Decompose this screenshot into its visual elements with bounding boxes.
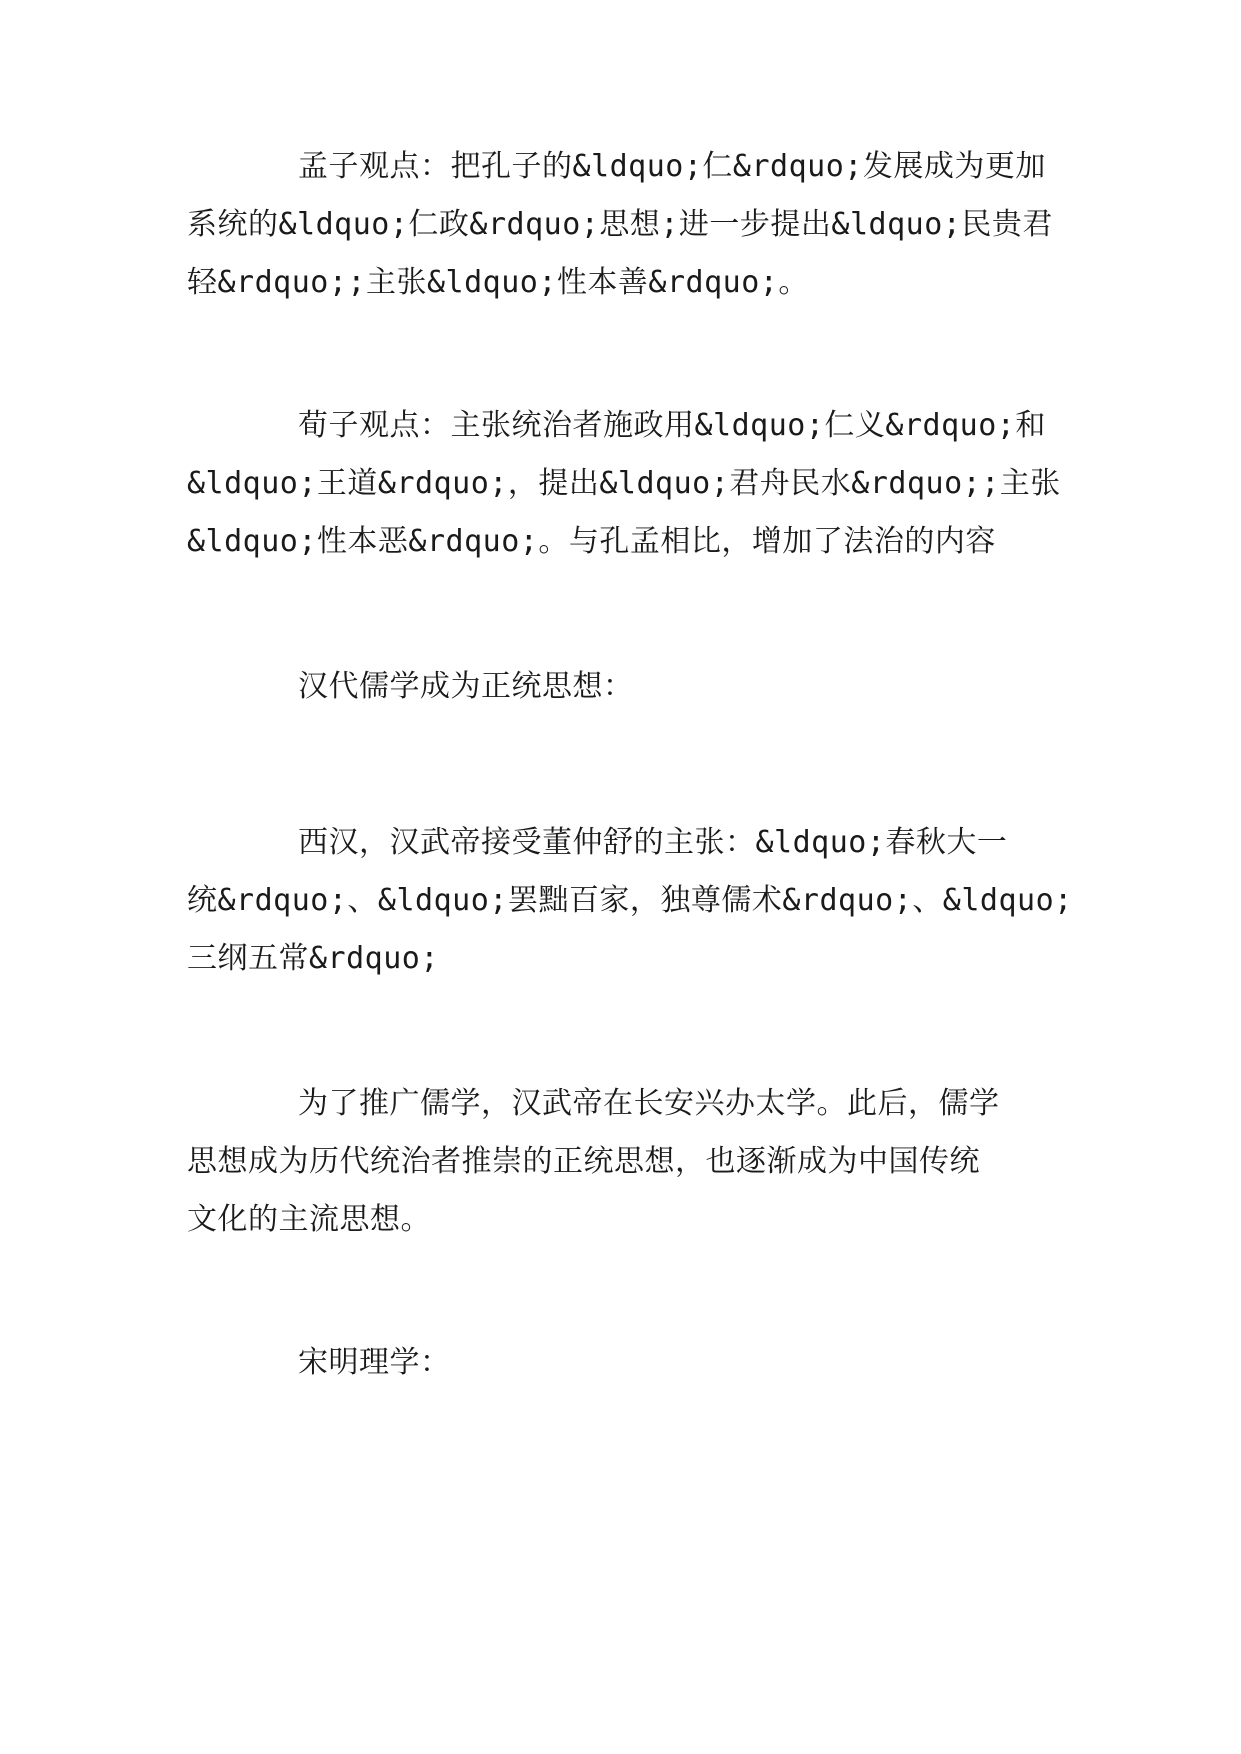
- text-line: 西汉，汉武帝接受董仲舒的主张：&ldquo;春秋大一: [298, 825, 1008, 860]
- text-line: 宋明理学：: [298, 1345, 451, 1380]
- text-line: 轻&rdquo;;主张&ldquo;性本善&rdquo;。: [187, 265, 809, 300]
- text-line: 为了推广儒学，汉武帝在长安兴办太学。此后，儒学: [298, 1086, 1000, 1121]
- paragraph-imperial-academy: [187, 1075, 1067, 1249]
- text-line: 荀子观点：主张统治者施政用&ldquo;仁义&rdquo;和: [298, 408, 1046, 443]
- text-line: 孟子观点：把孔子的&ldquo;仁&rdquo;发展成为更加: [298, 149, 1046, 184]
- text-line: 统&rdquo;、&ldquo;罢黜百家，独尊儒术&rdquo;、&ldquo;: [187, 883, 1073, 918]
- heading-song-ming-neo-confucianism: [187, 1334, 1067, 1392]
- text-line: &ldquo;性本恶&rdquo;。与孔孟相比，增加了法治的内容: [187, 524, 996, 559]
- paragraph-western-han: [187, 814, 1073, 988]
- text-line: 思想成为历代统治者推崇的正统思想，也逐渐成为中国传统: [187, 1144, 980, 1179]
- heading-han-confucianism: [187, 658, 1067, 716]
- text-line: 系统的&ldquo;仁政&rdquo;思想;进一步提出&ldquo;民贵君: [187, 207, 1053, 242]
- text-line: &ldquo;王道&rdquo;，提出&ldquo;君舟民水&rdquo;;主张: [187, 466, 1061, 501]
- paragraph-xunzi: [187, 397, 1067, 571]
- text-line: 三纲五常&rdquo;: [187, 941, 439, 976]
- text-line: 文化的主流思想。: [187, 1202, 431, 1237]
- text-line: 汉代儒学成为正统思想：: [298, 669, 634, 704]
- paragraph-mencius: [187, 138, 1067, 312]
